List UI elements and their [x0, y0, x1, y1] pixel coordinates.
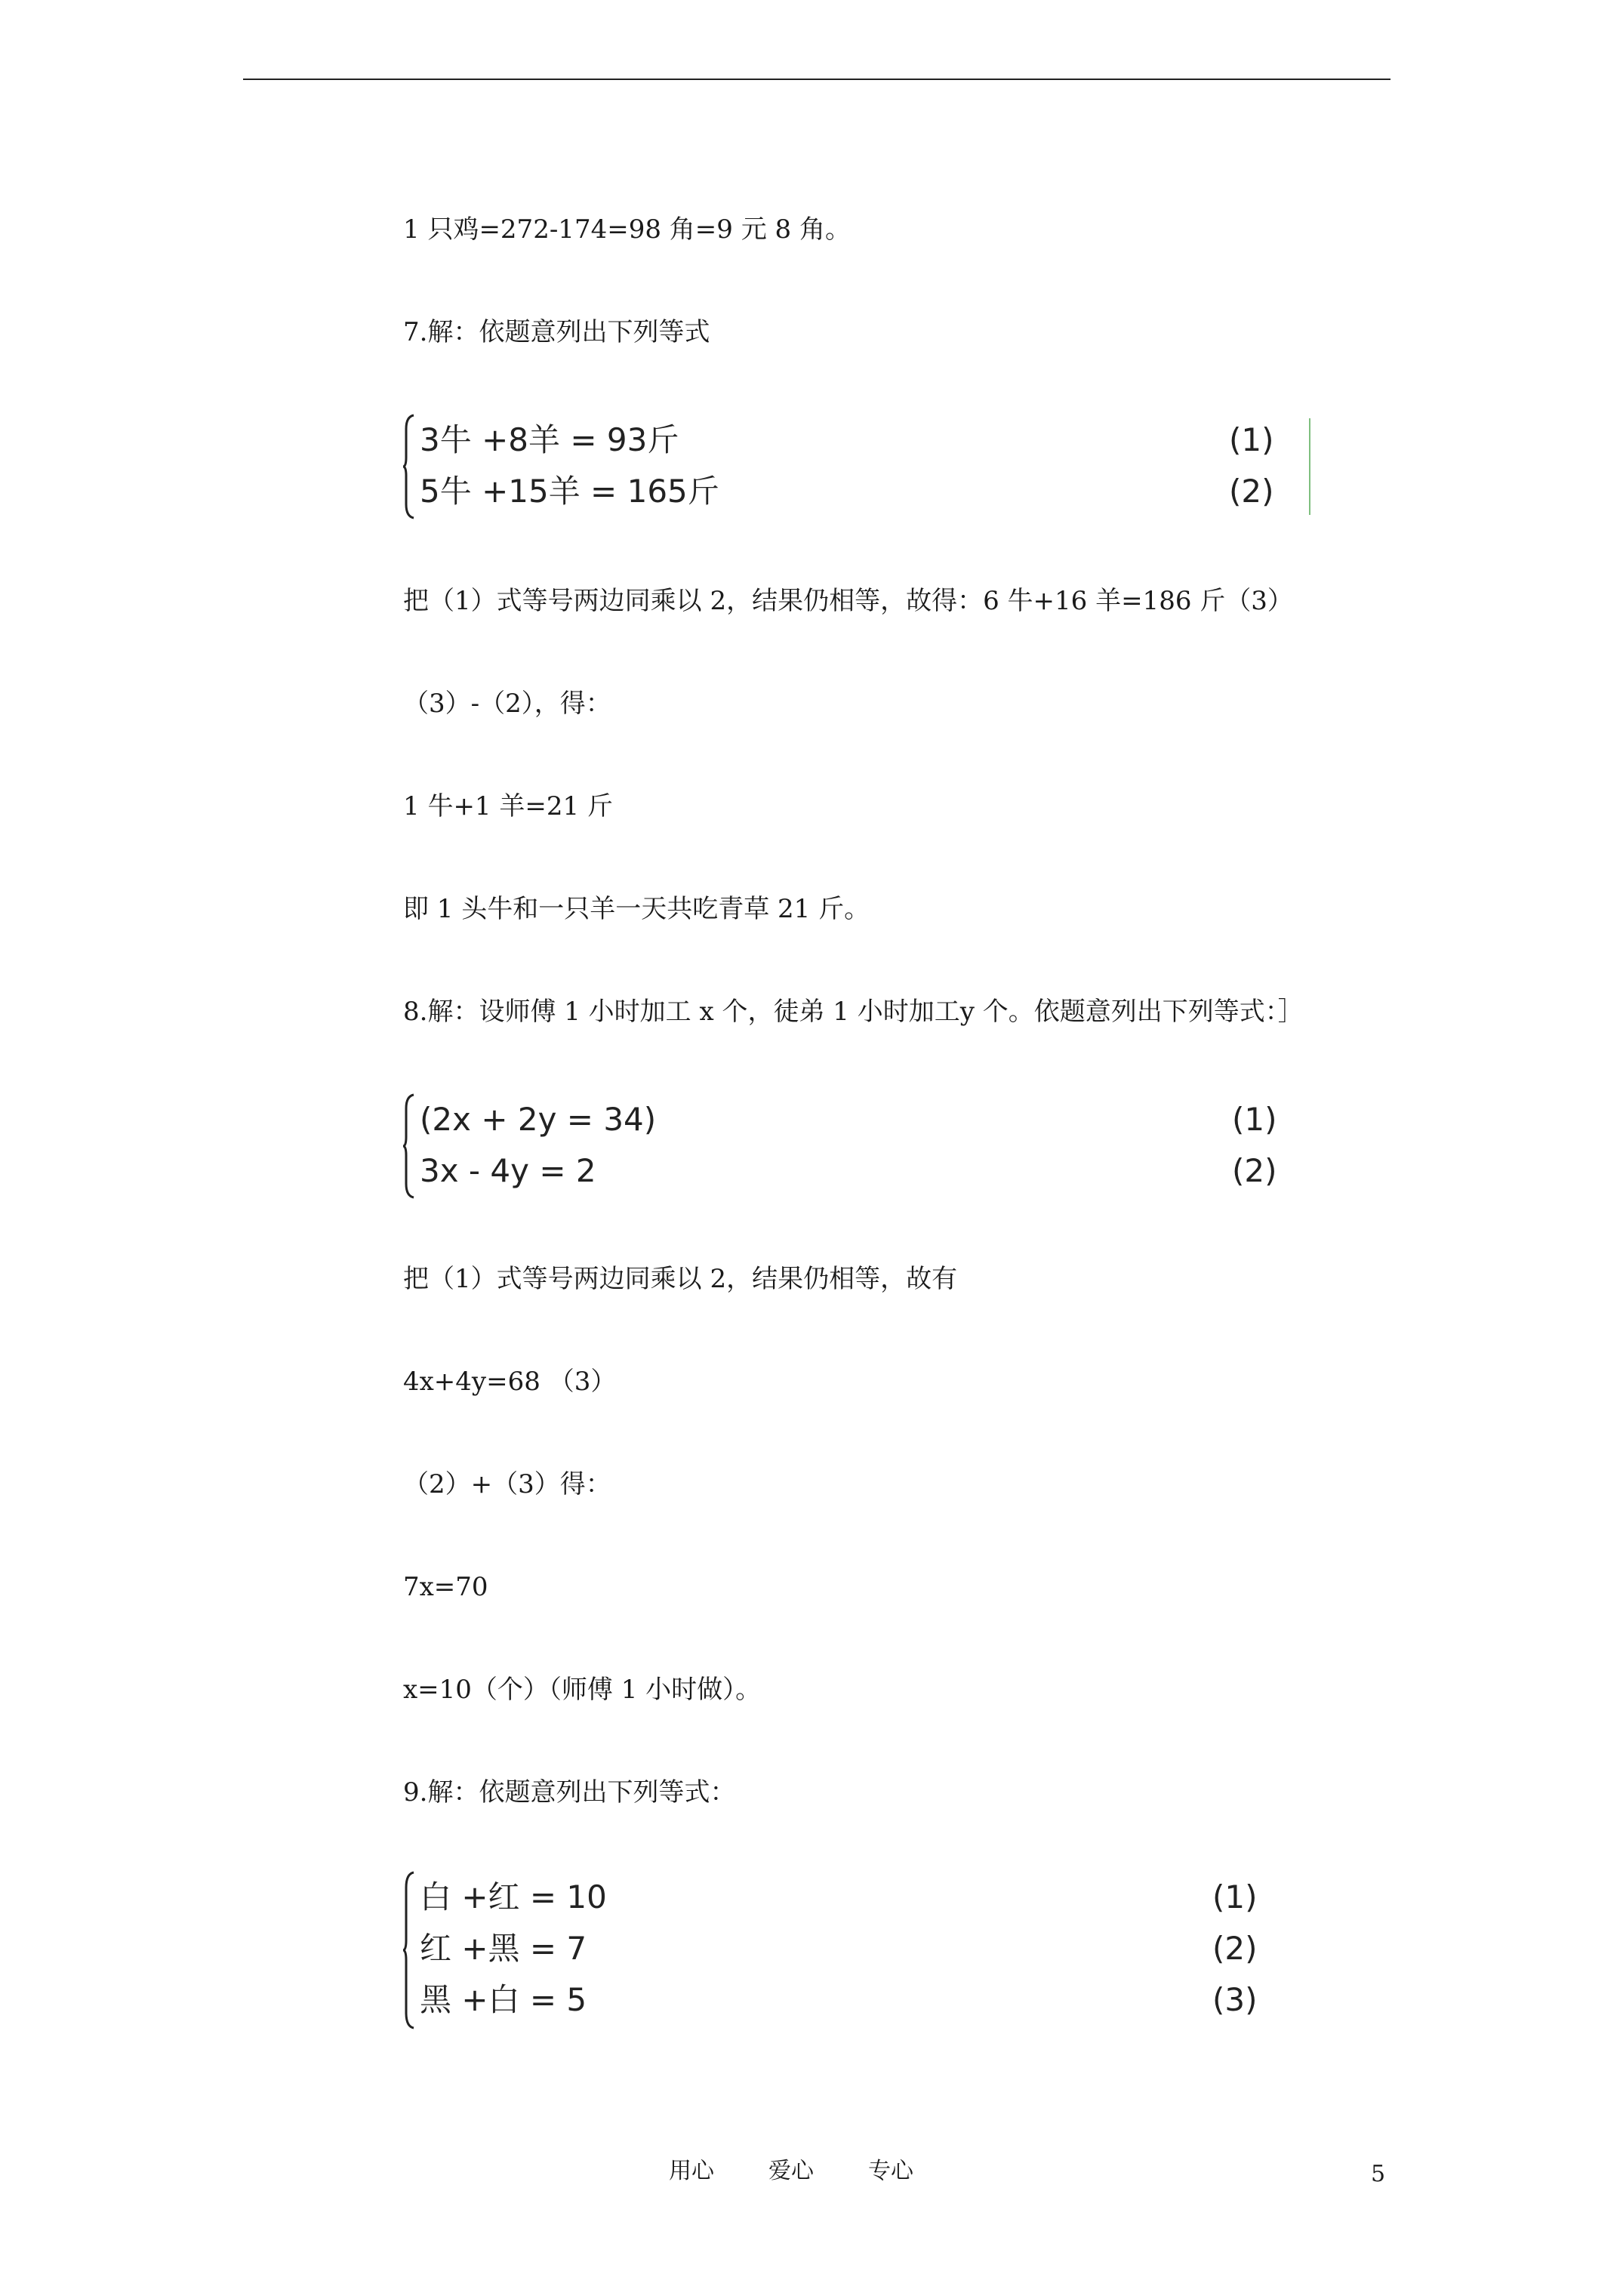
left-brace-icon: [403, 414, 415, 519]
text-line-q8-sum: 7x=70: [403, 1572, 488, 1602]
text-line-q7-answer: 即 1 头牛和一只羊一天共吃青草 21 斤。: [403, 894, 870, 924]
equation-label: (2): [1232, 1152, 1277, 1189]
page-number: 5: [1371, 2161, 1386, 2187]
equation-row: (2x + 2y = 34): [420, 1101, 657, 1138]
left-brace-icon: [403, 1093, 415, 1199]
text-line-q8-intro: 8.解：设师傅 1 小时加工 x 个，徒弟 1 小时加工y 个。依题意列出下列等式：］: [403, 997, 1304, 1027]
text-line-q9-intro: 9.解：依题意列出下列等式：: [403, 1777, 736, 1808]
equation-label: (1): [1232, 1101, 1277, 1138]
equation-label: (3): [1212, 1981, 1258, 2018]
text-line-q7-subtract: （3）-（2），得：: [403, 689, 611, 719]
footer-motto: 用心: [669, 2158, 714, 2184]
footer-motto: 专心: [868, 2158, 913, 2184]
equation-row: 3牛 +8羊 = 93斤: [420, 421, 679, 458]
left-brace-icon: [403, 1871, 415, 2029]
equation-system-q8: [403, 1093, 1339, 1199]
text-line-q7-intro: 7.解：依题意列出下列等式: [403, 317, 710, 347]
text-line-q8-add: （2）+（3）得：: [403, 1469, 611, 1499]
equation-label: (1): [1229, 421, 1274, 458]
text-line-q8-multiply: 把（1）式等号两边同乘以 2，结果仍相等，故有: [403, 1264, 958, 1294]
equation-row: 黑 +白 = 5: [420, 1981, 587, 2018]
equation-label: (2): [1229, 473, 1274, 510]
equation-system-q9: [403, 1871, 1339, 2029]
header-rule: [243, 79, 1390, 80]
text-line-q7-multiply: 把（1）式等号两边同乘以 2，结果仍相等，故得：6 牛+16 羊=186 斤（3）: [403, 586, 1293, 616]
margin-marker: [1309, 418, 1310, 515]
text-line-q7-result: 1 牛+1 羊=21 斤: [403, 791, 613, 821]
equation-row: 红 +黑 = 7: [420, 1930, 587, 1967]
equation-system-q7: [403, 414, 1339, 519]
equation-label: (1): [1212, 1878, 1258, 1915]
equation-row: 5牛 +15羊 = 165斤: [420, 473, 719, 510]
text-line-q8-eq3: 4x+4y=68 （3）: [403, 1367, 617, 1397]
equation-row: 3x - 4y = 2: [420, 1152, 596, 1189]
equation-label: (2): [1212, 1930, 1258, 1967]
text-line-chicken-price: 1 只鸡=272-174=98 角=9 元 8 角。: [403, 214, 851, 245]
footer-motto: 爱心: [768, 2158, 814, 2184]
equation-row: 白 +红 = 10: [420, 1878, 607, 1915]
text-line-q8-answer: x=10（个）（师傅 1 小时做）。: [403, 1675, 762, 1705]
